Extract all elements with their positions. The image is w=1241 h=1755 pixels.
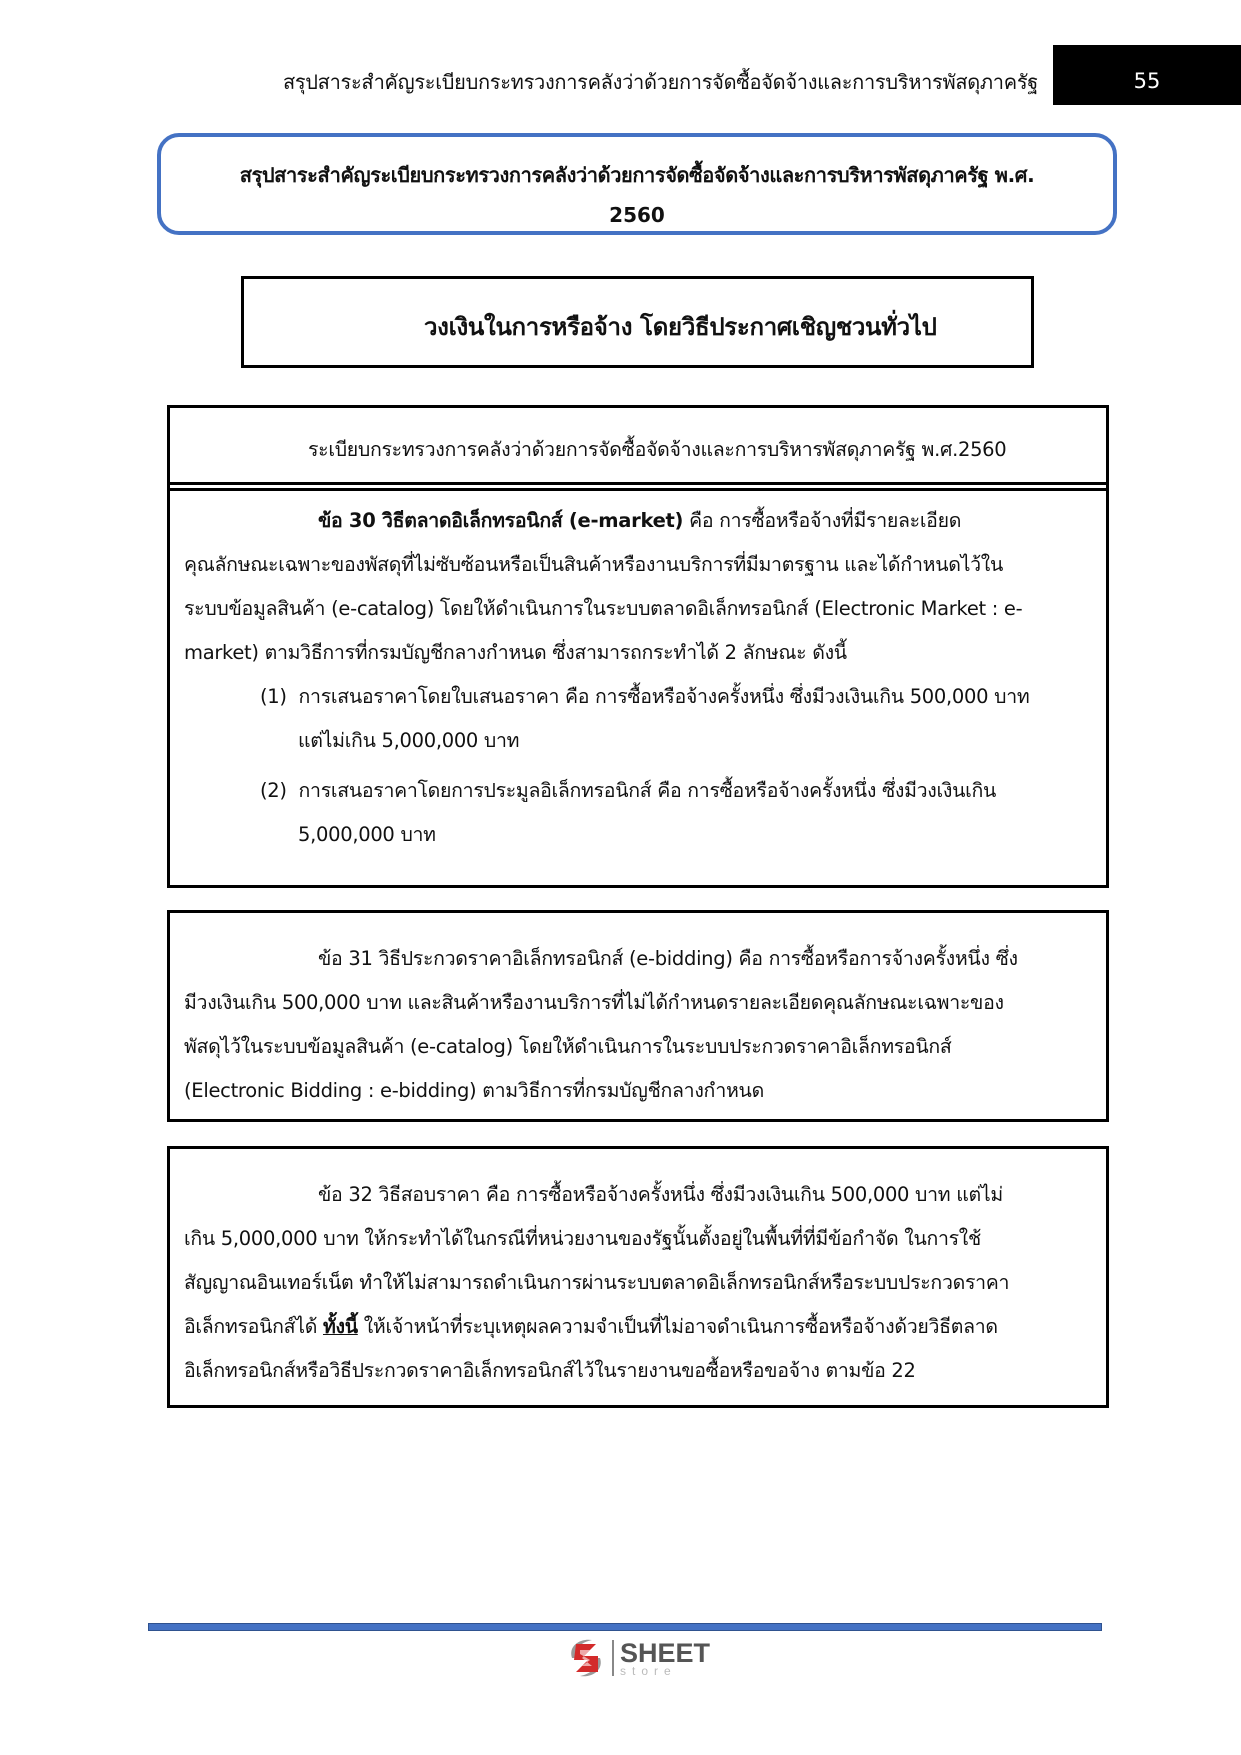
document-title-line1: สรุปสาระสำคัญระเบียบกระทรวงการคลังว่าด้วยการจัดซื้อจัดจ้างและการบริหารพัสดุภาครัฐ พ.ศ. <box>239 163 1035 187</box>
clause-30-line4: market) ตามวิธีการที่กรมบัญชีกลางกำหนด ซึ่งสามารถกระทำได้ 2 ลักษณะ ดังนี้ <box>184 641 847 664</box>
clause-32-paragraph <box>184 1173 1009 1393</box>
item-marker: (2) <box>260 779 287 802</box>
item-text-cont: 5,000,000 บาท <box>298 823 436 846</box>
logo-word: SHEET <box>620 1637 711 1668</box>
clause-32-line4: อิเล็กทรอนิกส์ได้ ทั้งนี้ ให้เจ้าหน้าที่ระบุเหตุผลความจำเป็นที่ไม่อาจดำเนินการซื้อหรือจ้างด้วยวิธีตลาด <box>184 1315 998 1338</box>
item-text: การเสนอราคาโดยใบเสนอราคา คือ การซื้อหรือจ้างครั้งหนึ่ง ซึ่งมีวงเงินเกิน 500,000 บาท <box>298 685 1030 708</box>
clause-30-line3: ระบบข้อมูลสินค้า (e-catalog) โดยให้ดำเนินการในระบบตลาดอิเล็กทรอนิกส์ (Electronic Market : e- <box>184 597 1023 620</box>
clause-31-box <box>167 910 1109 1122</box>
clause-32-line5: อิเล็กทรอนิกส์หรือวิธีประกวดราคาอิเล็กทรอนิกส์ไว้ในรายงานขอซื้อหรือขอจ้าง ตามข้อ 22 <box>184 1359 916 1382</box>
clause-32-box <box>167 1146 1109 1408</box>
sheet-store-s-logo-icon <box>566 1636 606 1680</box>
clause-30-line1: ข้อ 30 วิธีตลาดอิเล็กทรอนิกส์ (e-market) คือ การซื้อหรือจ้างที่มีรายละเอียด <box>318 509 962 532</box>
sheet-store-logo <box>566 1636 710 1680</box>
clause-31-line1: ข้อ 31 วิธีประกวดราคาอิเล็กทรอนิกส์ (e-bidding) คือ การซื้อหรือการจ้างครั้งหนึ่ง ซึ่ง <box>318 947 1018 970</box>
clause-30-paragraph <box>184 499 1022 675</box>
regulation-heading-row <box>170 408 1106 485</box>
clause-32-line2: เกิน 5,000,000 บาท ให้กระทำได้ในกรณีที่หน่วยงานของรัฐนั้นตั้งอยู่ในพื้นที่ที่มีข้อกำจัด ในการใช้ <box>184 1227 981 1250</box>
page-number: 55 <box>1053 45 1241 105</box>
clause-32-line1: ข้อ 32 วิธีสอบราคา คือ การซื้อหรือจ้างครั้งหนึ่ง ซึ่งมีวงเงินเกิน 500,000 บาท แต่ไม่ <box>318 1183 1003 1206</box>
regulation-box <box>167 405 1109 888</box>
regulation-heading: ระเบียบกระทรวงการคลังว่าด้วยการจัดซื้อจัดจ้างและการบริหารพัสดุภาครัฐ พ.ศ.2560 <box>308 438 1007 461</box>
clause-30-title: ข้อ 30 วิธีตลาดอิเล็กทรอนิกส์ (e-market) <box>318 509 684 532</box>
clause-30-item-1 <box>260 675 1029 763</box>
clause-31-line3: พัสดุไว้ในระบบข้อมูลสินค้า (e-catalog) โดยให้ดำเนินการในระบบประกวดราคาอิเล็กทรอนิกส์ <box>184 1035 952 1058</box>
running-header-title: สรุปสาระสำคัญระเบียบกระทรวงการคลังว่าด้วยการจัดซื้อจัดจ้างและการบริหารพัสดุภาครัฐ <box>282 70 1038 94</box>
item-marker: (1) <box>260 685 287 708</box>
logo-sub: store <box>620 1663 677 1678</box>
clause-31-paragraph <box>184 937 1018 1113</box>
footer-rule <box>148 1623 1102 1631</box>
section-subject-title: วงเงินในการหรือจ้าง โดยวิธีประกาศเชิญชวนทั่วไป <box>424 313 937 341</box>
clause-32-line3: สัญญาณอินเทอร์เน็ต ทำให้ไม่สามารถดำเนินการผ่านระบบตลาดอิเล็กทรอนิกส์หรือระบบประกวดราคา <box>184 1271 1010 1294</box>
logo-wordmark <box>620 1637 711 1678</box>
clause-30-line2: คุณลักษณะเฉพาะของพัสดุที่ไม่ซับซ้อนหรือเป็นสินค้าหรืองานบริการที่มีมาตรฐาน และได้กำหนดไว้ใน <box>184 553 1004 576</box>
clause-30-body <box>170 488 1106 846</box>
item-text-cont: แต่ไม่เกิน 5,000,000 บาท <box>298 729 520 752</box>
section-subject-box <box>241 276 1034 368</box>
clause-31-line4: (Electronic Bidding : e-bidding) ตามวิธีการที่กรมบัญชีกลางกำหนด <box>184 1079 764 1102</box>
clause-30-item-2 <box>260 769 996 857</box>
emphasis-tangni: ทั้งนี้ <box>322 1315 358 1338</box>
item-text: การเสนอราคาโดยการประมูลอิเล็กทรอนิกส์ คือ การซื้อหรือจ้างครั้งหนึ่ง ซึ่งมีวงเงินเกิน <box>298 779 997 802</box>
clause-31-line2: มีวงเงินเกิน 500,000 บาท และสินค้าหรืองานบริการที่ไม่ได้กำหนดรายละเอียดคุณลักษณะเฉพาะของ <box>184 991 1004 1014</box>
document-title-box <box>157 133 1117 235</box>
document-title-line2: 2560 <box>609 203 665 227</box>
logo-divider <box>612 1640 614 1676</box>
